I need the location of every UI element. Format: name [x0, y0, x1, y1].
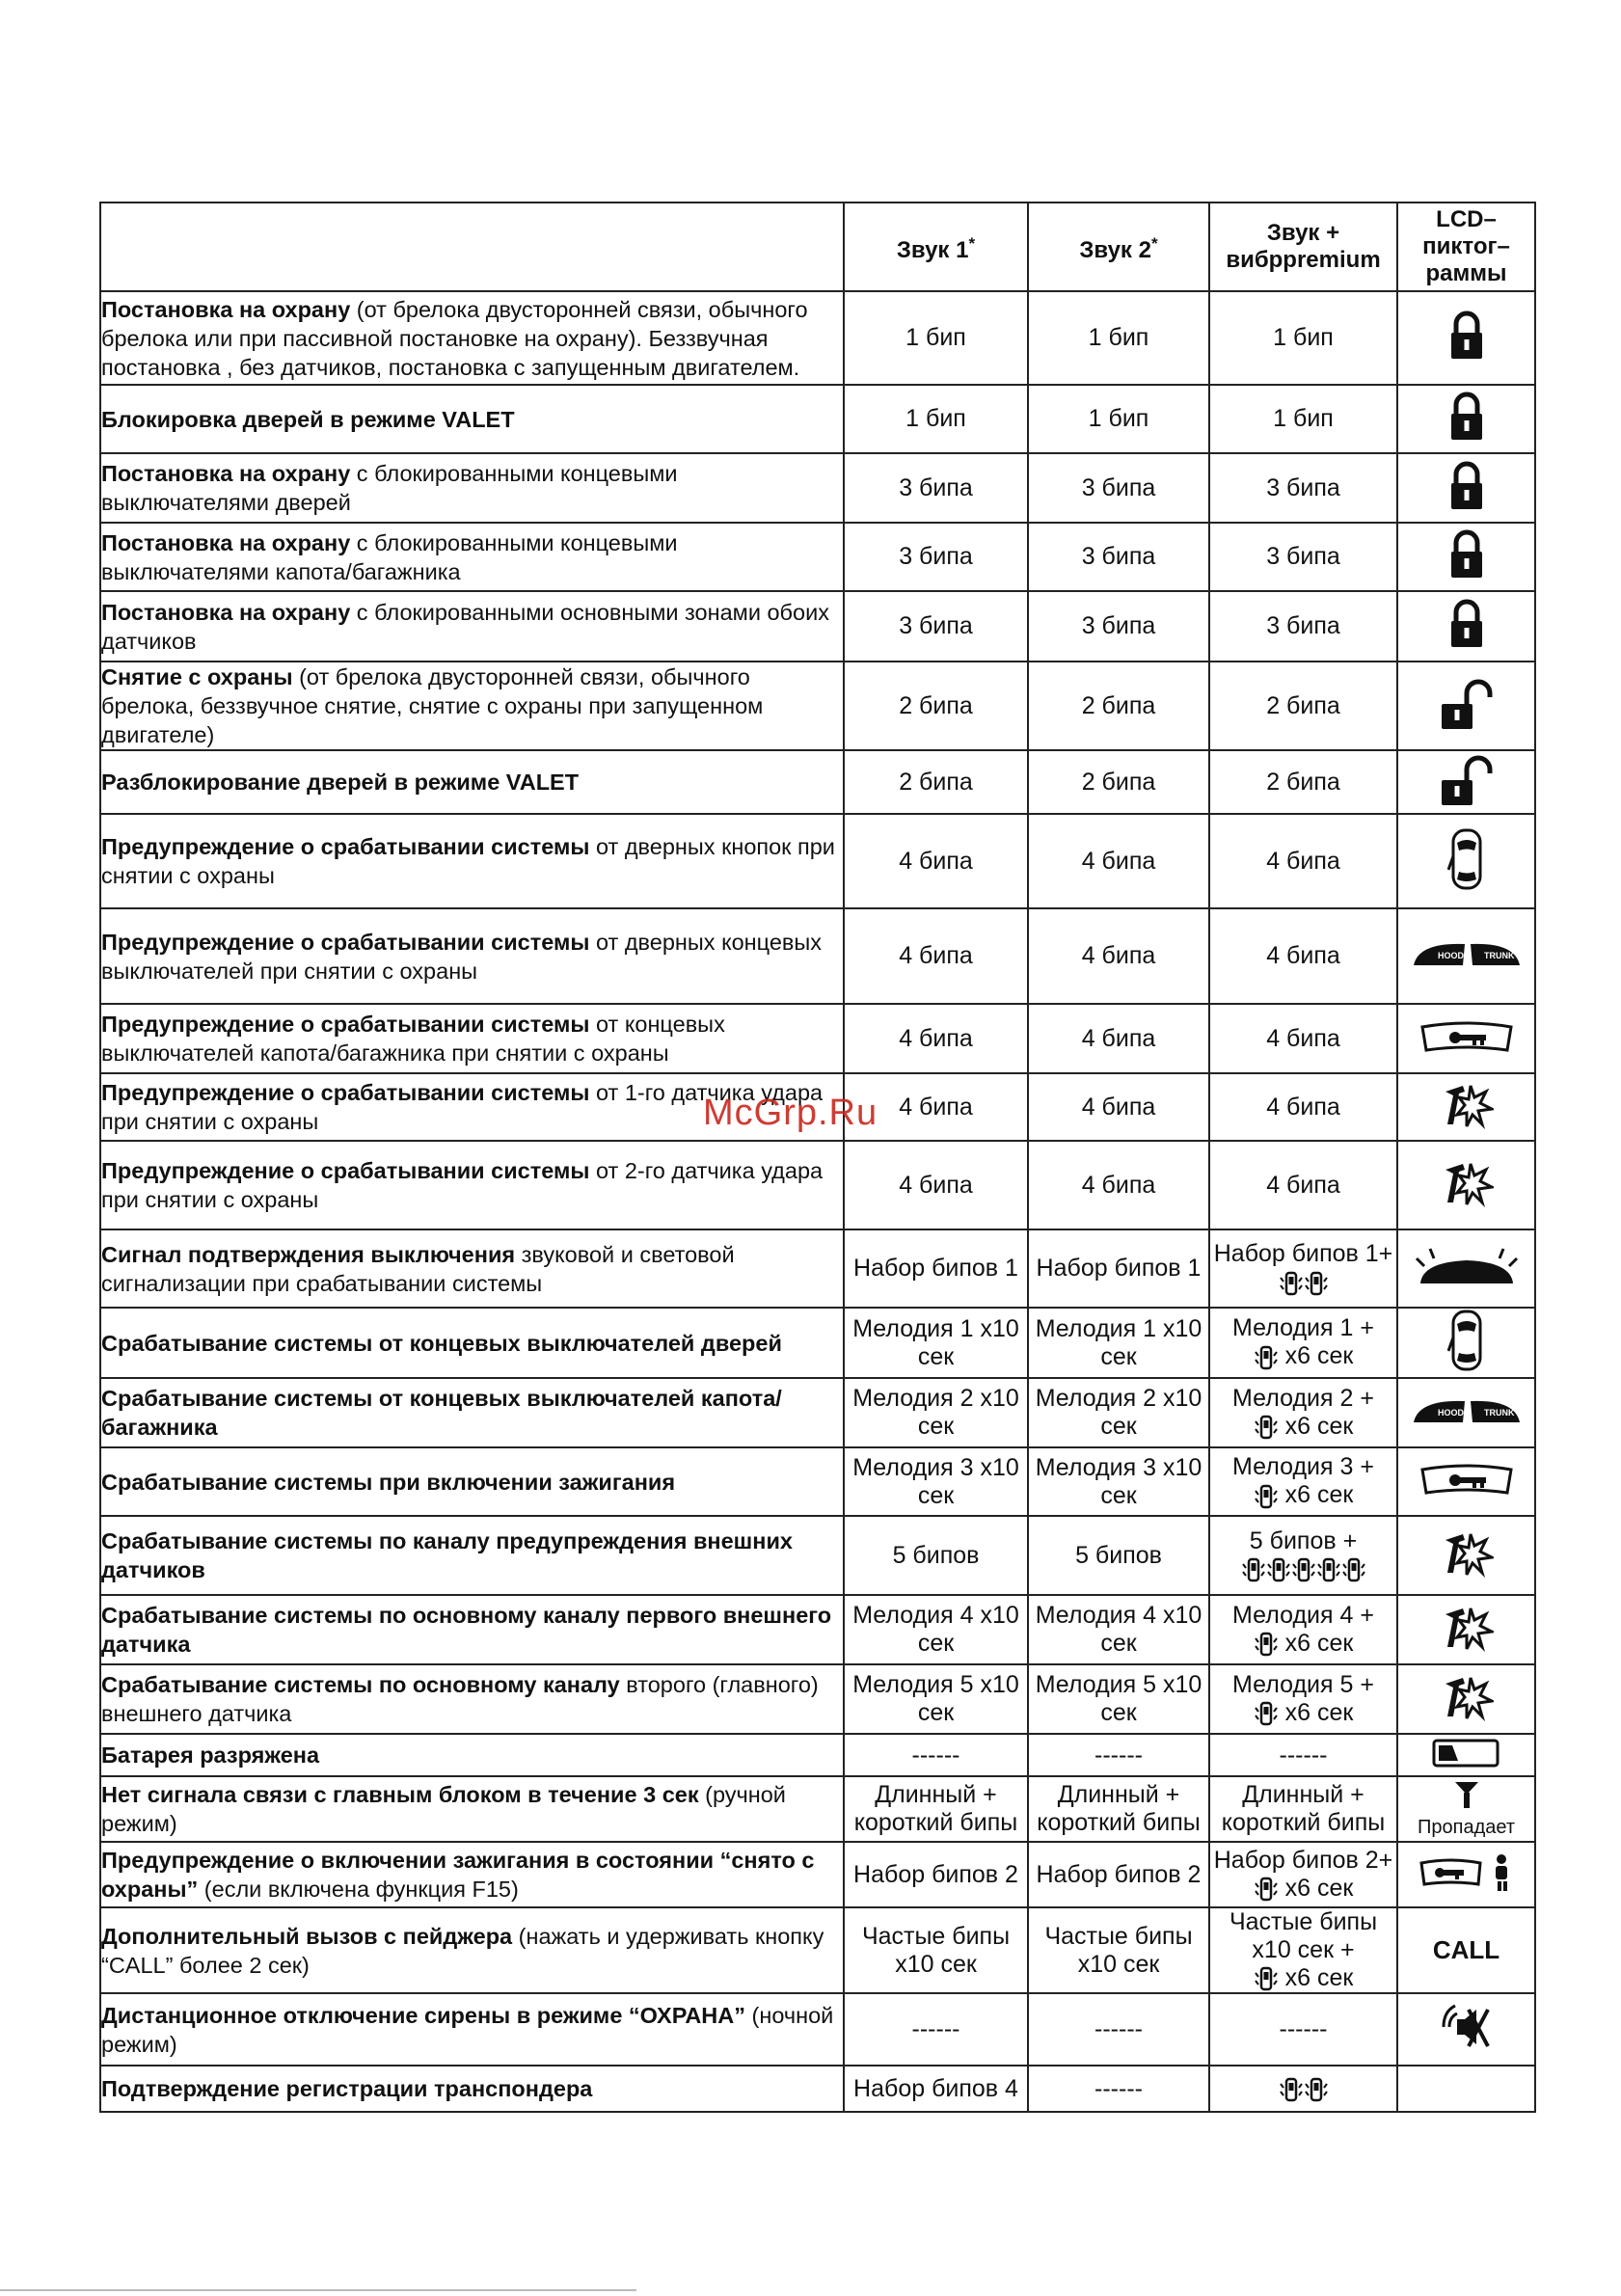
vibration-icon: [1254, 1630, 1279, 1657]
hood-trunk-icon: [1411, 1407, 1523, 1432]
row-description-bold: Постановка на охрану: [101, 599, 351, 625]
sound-vibration-value: [1209, 1664, 1397, 1734]
svg-text:TRUNK: TRUNK: [1483, 1407, 1514, 1418]
row-description-bold: Снятие с охраны: [101, 664, 293, 689]
row-description-bold: Срабатывание системы по основному каналу: [101, 1672, 620, 1697]
sound2-value: Набор бипов 2: [1028, 1842, 1209, 1907]
table-row: [100, 908, 1535, 1004]
row-description-bold: Срабатывание системы при включении зажигания: [101, 1469, 676, 1495]
vibration-icon: [1279, 2075, 1304, 2102]
vibration-line: [1210, 1413, 1396, 1441]
row-description: [100, 1378, 844, 1447]
table-row: [100, 1907, 1535, 1993]
row-description-bold: Постановка на охрану: [101, 461, 351, 486]
footer-line: [0, 2289, 636, 2291]
vibration-icon: [1254, 1875, 1279, 1902]
row-description: [100, 453, 844, 523]
vibration-line: [1210, 1268, 1396, 1296]
sound-vibration-value: [1209, 1842, 1397, 1907]
vibration-line: [1210, 1481, 1396, 1509]
vibration-icon: [1254, 1481, 1279, 1508]
table-row: [100, 1664, 1535, 1734]
sound1-value: 4 бипа: [844, 1073, 1028, 1141]
sound-vibration-value: [1209, 1595, 1397, 1664]
sound2-value: Длинный + короткий бипы: [1028, 1776, 1209, 1842]
sound2-value: 1 бип: [1028, 291, 1209, 385]
sound1-value: Мелодия 2 x10 сек: [844, 1378, 1028, 1447]
sound1-value: Мелодия 1 x10 сек: [844, 1308, 1028, 1378]
sound-vibration-value: [1209, 1993, 1397, 2066]
lcd-pictogram: [1397, 1907, 1535, 1993]
row-description-text: от концевых выключателей капота/багажника при снятии с охраны: [101, 1012, 725, 1066]
call-icon: CALL: [1432, 1935, 1500, 1965]
sound-vibration-value: [1209, 1734, 1397, 1776]
sound2-value: 3 бипа: [1028, 453, 1209, 523]
row-description: [100, 1595, 844, 1664]
vibration-duration: x6 сек: [1278, 1698, 1354, 1726]
row-description-text: (от брелока двусторонней связи, обычного брелока или при пассивной постановке на охрану). Беззвучная постановка , без датчиков, постановка с запущенным двигателем.: [101, 296, 808, 380]
header-sound1: Звук 1*: [844, 203, 1028, 291]
sound1-value: ------: [844, 1734, 1028, 1776]
sound2-value: 4 бипа: [1028, 1004, 1209, 1073]
row-description-bold: Предупреждение о срабатывании системы: [101, 1158, 590, 1183]
lcd-pictogram: [1397, 1516, 1535, 1595]
ignition-key-icon: [1418, 1041, 1515, 1058]
row-description-bold: Предупреждение о включении зажигания в состоянии “снято с охраны”: [101, 1848, 815, 1902]
sound-vibration-text: 3 бипа: [1266, 473, 1340, 501]
header-description: [100, 203, 844, 291]
row-description-bold: Блокировка дверей в режиме VALET: [101, 406, 515, 432]
sound-vibration-text: Мелодия 3 +: [1232, 1453, 1374, 1481]
vibration-line: [1210, 1875, 1396, 1903]
lcd-pictogram: [1397, 1004, 1535, 1073]
sound-vibration-value: [1209, 1004, 1397, 1073]
vibration-icon: [1291, 1555, 1316, 1582]
header-row: [100, 203, 1535, 291]
sound-vibration-value: [1209, 591, 1397, 662]
sound1-value: Мелодия 3 x10 сек: [844, 1447, 1028, 1516]
sound-vibration-value: [1209, 1907, 1397, 1993]
row-description: [100, 814, 844, 908]
shock-sensor-icon: [1440, 1120, 1494, 1136]
lcd-pictogram: [1397, 908, 1535, 1004]
row-description-text: (от брелока двусторонней связи, обычного брелока, беззвучное снятие, снятие с охраны при запущенном двигателе): [101, 664, 764, 747]
table-row: [100, 453, 1535, 523]
sound1-value: Длинный + короткий бипы: [844, 1776, 1028, 1842]
row-description: [100, 1776, 844, 1842]
shock-sensor-icon: [1440, 1568, 1494, 1584]
sound-vibration-text: Мелодия 4 +: [1232, 1601, 1374, 1629]
sound2-value: 3 бипа: [1028, 591, 1209, 662]
lcd-pictogram: [1397, 814, 1535, 908]
sound2-value: 2 бипа: [1028, 750, 1209, 814]
shock-sensor-icon: [1440, 1642, 1494, 1659]
vibration-line: [1210, 1630, 1396, 1658]
row-description-bold: Срабатывание системы по основному каналу первого внешнего датчика: [101, 1603, 832, 1657]
sound-vibration-text: 4 бипа: [1266, 1171, 1340, 1199]
sound-vibration-text: Частые бипы x10 сек +: [1229, 1908, 1378, 1963]
vibration-duration: x6 сек: [1278, 1874, 1354, 1902]
lcd-pictogram: [1397, 750, 1535, 814]
sound-vibration-value: [1209, 1308, 1397, 1378]
lcd-pictogram: [1397, 1776, 1535, 1842]
row-description-bold: Предупреждение о срабатывании системы: [101, 1080, 590, 1105]
sound1-value: 5 бипов: [844, 1516, 1028, 1595]
row-description-bold: Предупреждение о срабатывании системы: [101, 929, 590, 955]
lock-open-icon: [1438, 795, 1496, 811]
table-row: [100, 591, 1535, 662]
sound2-value: Частые бипы x10 сек: [1028, 1907, 1209, 1993]
row-description-bold: Постановка на охрану: [101, 296, 351, 322]
sound-vibration-value: [1209, 2066, 1397, 2112]
key-person-icon: [1418, 1881, 1515, 1898]
svg-text:HOOD: HOOD: [1437, 1407, 1464, 1418]
sound1-value: Мелодия 4 x10 сек: [844, 1595, 1028, 1664]
sound-vibration-value: [1209, 1447, 1397, 1516]
lock-closed-icon: [1448, 349, 1485, 365]
row-description-bold: Нет сигнала связи с главным блоком в течение 3 сек: [101, 1782, 699, 1807]
sound2-value: Набор бипов 1: [1028, 1229, 1209, 1308]
sound-vibration-value: [1209, 908, 1397, 1004]
lock-closed-icon: [1448, 637, 1485, 654]
table-row: [100, 523, 1535, 591]
row-description: [100, 908, 844, 1004]
ignition-key-icon: [1418, 1484, 1515, 1500]
sound-vibration-value: [1209, 814, 1397, 908]
row-description: [100, 1229, 844, 1308]
car-door-icon: [1447, 1360, 1486, 1376]
lcd-pictogram: [1397, 1308, 1535, 1378]
lcd-pictogram-caption: Пропадает: [1418, 1817, 1515, 1838]
header-sound-vibration: Звук + вибрpremium: [1209, 203, 1397, 291]
vibration-duration: x6 сек: [1278, 1629, 1354, 1657]
svg-text:TRUNK: TRUNK: [1483, 951, 1514, 960]
table-row: [100, 1993, 1535, 2066]
row-description-text: с блокированными концевыми выключателями капота/багажника: [101, 529, 678, 584]
sound2-value: ------: [1028, 1993, 1209, 2066]
row-description-text: (если включена функция F15): [198, 1877, 519, 1902]
row-description-text: от 2-го датчика удара при снятии с охраны: [101, 1158, 824, 1212]
row-description-text: с блокированными концевыми выключателями дверей: [101, 461, 678, 515]
row-description: [100, 291, 844, 385]
header-lcd: LCD– пиктог– раммы: [1397, 203, 1535, 291]
row-description-bold: Постановка на охрану: [101, 529, 351, 555]
sound-vibration-text: 4 бипа: [1266, 1093, 1340, 1121]
row-description-text: от 1-го датчика удара при снятии с охраны: [101, 1080, 824, 1134]
header-sound2: Звук 2*: [1028, 203, 1209, 291]
row-description-bold: Срабатывание системы от концевых выключателей дверей: [101, 1330, 782, 1356]
row-description-bold: Срабатывание системы от концевых выключателей капота/багажника: [101, 1386, 782, 1440]
row-description: [100, 591, 844, 662]
sound2-value: 3 бипа: [1028, 523, 1209, 591]
svg-text:HOOD: HOOD: [1437, 951, 1464, 960]
lcd-pictogram: [1397, 1141, 1535, 1229]
vibration-icon: [1254, 1413, 1279, 1440]
row-description: [100, 385, 844, 453]
row-description-bold: Срабатывание системы по каналу предупреждения внешних датчиков: [101, 1528, 793, 1582]
sound-vibration-text: 4 бипа: [1266, 1024, 1340, 1052]
lock-closed-icon: [1448, 568, 1485, 584]
sound-vibration-value: [1209, 750, 1397, 814]
table-row: [100, 1595, 1535, 1664]
hood-trunk-icon: [1411, 951, 1523, 975]
table-row: [100, 1842, 1535, 1907]
sound-vibration-value: [1209, 662, 1397, 750]
sound2-value: 4 бипа: [1028, 1073, 1209, 1141]
vibration-icon: [1279, 1268, 1304, 1295]
sound-vibration-value: [1209, 1378, 1397, 1447]
row-description-bold: Предупреждение о срабатывании системы: [101, 1012, 590, 1037]
row-description: [100, 1907, 844, 1993]
lcd-pictogram: [1397, 291, 1535, 385]
vibration-icon: [1316, 1555, 1341, 1582]
vibration-line: [1210, 1342, 1396, 1370]
sound-vibration-text: 1 бип: [1273, 324, 1334, 351]
sound2-value: Мелодия 3 x10 сек: [1028, 1447, 1209, 1516]
sound-vibration-value: [1209, 1516, 1397, 1595]
table-row: [100, 814, 1535, 908]
sound-vibration-value: [1209, 1776, 1397, 1842]
shock-sensor-icon: [1440, 1712, 1494, 1728]
sound1-value: Набор бипов 2: [844, 1842, 1028, 1907]
lcd-pictogram: [1397, 385, 1535, 453]
lock-open-icon: [1438, 718, 1496, 735]
sound2-value: Мелодия 2 x10 сек: [1028, 1378, 1209, 1447]
sound1-value: 1 бип: [844, 385, 1028, 453]
sound-vibration-text: Набор бипов 2+: [1213, 1846, 1393, 1874]
lcd-pictogram: [1397, 591, 1535, 662]
sound2-value: Мелодия 1 x10 сек: [1028, 1308, 1209, 1378]
row-description: [100, 2066, 844, 2112]
table-row: [100, 1734, 1535, 1776]
row-description: [100, 662, 844, 750]
lcd-pictogram: [1397, 1073, 1535, 1141]
row-description: [100, 1993, 844, 2066]
table-row: [100, 1229, 1535, 1308]
row-description-bold: Разблокирование дверей в режиме VALET: [101, 770, 580, 795]
sound-vibration-text: Мелодия 1 +: [1232, 1314, 1374, 1342]
sound-vibration-text: Длинный + короткий бипы: [1221, 1781, 1386, 1836]
vibration-icon: [1241, 1555, 1266, 1582]
lcd-pictogram: [1397, 1229, 1535, 1308]
sound1-value: 2 бипа: [844, 662, 1028, 750]
vibration-icon: [1304, 2075, 1329, 2102]
sound-vibration-text: Мелодия 5 +: [1232, 1670, 1374, 1698]
siren-off-icon: [1440, 2041, 1494, 2058]
sound2-value: Мелодия 5 x10 сек: [1028, 1664, 1209, 1734]
sound1-value: Набор бипов 1: [844, 1229, 1028, 1308]
sound2-value: 5 бипов: [1028, 1516, 1209, 1595]
row-description-text: (нажать и удерживать кнопку “CALL” более 2 сек): [101, 1923, 824, 1978]
sound1-value: Набор бипов 4: [844, 2066, 1028, 2112]
vibration-duration: x6 сек: [1278, 1964, 1354, 1991]
lock-closed-icon: [1448, 430, 1485, 446]
sound-vibration-value: [1209, 523, 1397, 591]
sound-vibration-value: [1209, 385, 1397, 453]
sound1-value: 4 бипа: [844, 1004, 1028, 1073]
vibration-icon: [1254, 1699, 1279, 1726]
row-description: [100, 1734, 844, 1776]
sound2-value: 2 бипа: [1028, 662, 1209, 750]
row-description: [100, 1516, 844, 1595]
row-description-text: звуковой и световой сигнализации при срабатывании системы: [101, 1241, 735, 1296]
row-description: [100, 1447, 844, 1516]
vibration-duration: x6 сек: [1278, 1481, 1354, 1509]
row-description: [100, 1842, 844, 1907]
sound-vibration-text: 4 бипа: [1266, 847, 1340, 875]
lcd-pictogram: [1397, 1664, 1535, 1734]
lcd-pictogram: [1397, 453, 1535, 523]
watermark: McGrp.Ru: [703, 1093, 878, 1133]
row-description-bold: Батарея разряжена: [101, 1742, 320, 1768]
sound-vibration-text: 3 бипа: [1266, 543, 1340, 570]
sound-vibration-text: 2 бипа: [1266, 768, 1340, 796]
row-description: [100, 523, 844, 591]
sound2-value: 1 бип: [1028, 385, 1209, 453]
row-description-bold: Дополнительный вызов с пейджера: [101, 1923, 513, 1949]
row-description-bold: Дистанционное отключение сирены в режиме “ОХРАНА”: [101, 2002, 745, 2028]
vibration-icon: [1254, 1964, 1279, 1991]
sound2-value: ------: [1028, 2066, 1209, 2112]
sound-vibration-text: Мелодия 2 +: [1232, 1384, 1374, 1412]
sound1-value: ------: [844, 1993, 1028, 2066]
sound2-value: 4 бипа: [1028, 814, 1209, 908]
sound-vibration-text: 4 бипа: [1266, 942, 1340, 969]
car-door-icon: [1447, 878, 1486, 895]
sound-vibration-value: [1209, 1073, 1397, 1141]
table-row: [100, 1141, 1535, 1229]
lcd-pictogram: [1397, 1595, 1535, 1664]
lcd-pictogram: [1397, 1447, 1535, 1516]
row-description-bold: Сигнал подтверждения выключения: [101, 1241, 516, 1267]
vibration-line: [1210, 1555, 1396, 1583]
lcd-pictogram: [1397, 1993, 1535, 2066]
lcd-pictogram: [1397, 2066, 1535, 2112]
sound-vibration-text: 1 бип: [1273, 405, 1334, 432]
vibration-line: [1210, 1964, 1396, 1992]
car-lights-icon: [1411, 1275, 1523, 1291]
table-row: [100, 1378, 1535, 1447]
sound1-value: 4 бипа: [844, 908, 1028, 1004]
row-description: [100, 1141, 844, 1229]
vibration-icon: [1304, 1268, 1329, 1295]
sound1-value: 1 бип: [844, 291, 1028, 385]
sound1-value: Мелодия 5 x10 сек: [844, 1664, 1028, 1734]
lcd-pictogram: [1397, 523, 1535, 591]
sound-vibration-text: ------: [1279, 2015, 1328, 2043]
lcd-pictogram: [1397, 1734, 1535, 1776]
lock-closed-icon: [1448, 500, 1485, 516]
sound1-value: 2 бипа: [844, 750, 1028, 814]
sound1-value: 4 бипа: [844, 814, 1028, 908]
row-description-text: от дверных концевых выключателей при снятии с охраны: [101, 929, 823, 984]
table-row: [100, 662, 1535, 750]
sound-vibration-value: [1209, 453, 1397, 523]
row-description: [100, 750, 844, 814]
sound2-value: Мелодия 4 x10 сек: [1028, 1595, 1209, 1664]
sound-vibration-text: 2 бипа: [1266, 691, 1340, 719]
row-description-bold: Предупреждение о срабатывании системы: [101, 834, 590, 859]
vibration-duration: x6 сек: [1278, 1342, 1354, 1370]
sound2-value: 4 бипа: [1028, 1141, 1209, 1229]
vibration-line: [1210, 1699, 1396, 1727]
row-description: [100, 1308, 844, 1378]
signals-table: [99, 202, 1536, 2113]
vibration-icon: [1341, 1555, 1366, 1582]
row-description: [100, 1004, 844, 1073]
vibration-line: [1210, 2075, 1396, 2103]
row-description-text: (ночной режим): [101, 2002, 834, 2057]
sound1-value: 3 бипа: [844, 453, 1028, 523]
row-description-text: с блокированными основными зонами обоих датчиков: [101, 599, 829, 654]
antenna-icon: [1452, 1797, 1481, 1814]
row-description-text: от дверных кнопок при снятии с охраны: [101, 834, 835, 888]
row-description-text: второго (главного) внешнего датчика: [101, 1672, 819, 1726]
sound-vibration-value: [1209, 1229, 1397, 1308]
lcd-pictogram: [1397, 1378, 1535, 1447]
table-row: [100, 1004, 1535, 1073]
sound-vibration-text: Набор бипов 1+: [1213, 1240, 1393, 1268]
sound1-value: 4 бипа: [844, 1141, 1028, 1229]
sound-vibration-text: 3 бипа: [1266, 612, 1340, 639]
sound-vibration-value: [1209, 291, 1397, 385]
table-row: [100, 291, 1535, 385]
sound-vibration-value: [1209, 1141, 1397, 1229]
table-row: [100, 2066, 1535, 2112]
sound2-value: ------: [1028, 1734, 1209, 1776]
vibration-icon: [1254, 1342, 1279, 1369]
table-row: [100, 1447, 1535, 1516]
row-description: [100, 1664, 844, 1734]
table-row: [100, 1516, 1535, 1595]
table-row: [100, 385, 1535, 453]
sound1-value: 3 бипа: [844, 523, 1028, 591]
sound2-value: 4 бипа: [1028, 908, 1209, 1004]
lcd-pictogram: [1397, 662, 1535, 750]
lcd-pictogram: [1397, 1842, 1535, 1907]
table-row: [100, 1308, 1535, 1378]
vibration-duration: x6 сек: [1278, 1412, 1354, 1440]
row-description-text: (ручной режим): [101, 1782, 786, 1836]
sound1-value: 3 бипа: [844, 591, 1028, 662]
vibration-icon: [1266, 1555, 1291, 1582]
table-row: [100, 1776, 1535, 1842]
sound-vibration-text: ------: [1279, 1741, 1328, 1769]
battery-low-icon: [1431, 1757, 1502, 1773]
sound1-value: Частые бипы x10 сек: [844, 1907, 1028, 1993]
shock-sensor-icon: [1440, 1198, 1494, 1214]
sound-vibration-text: 5 бипов +: [1249, 1526, 1358, 1554]
row-description-bold: Подтверждение регистрации транспондера: [101, 2076, 593, 2102]
table-row: [100, 750, 1535, 814]
